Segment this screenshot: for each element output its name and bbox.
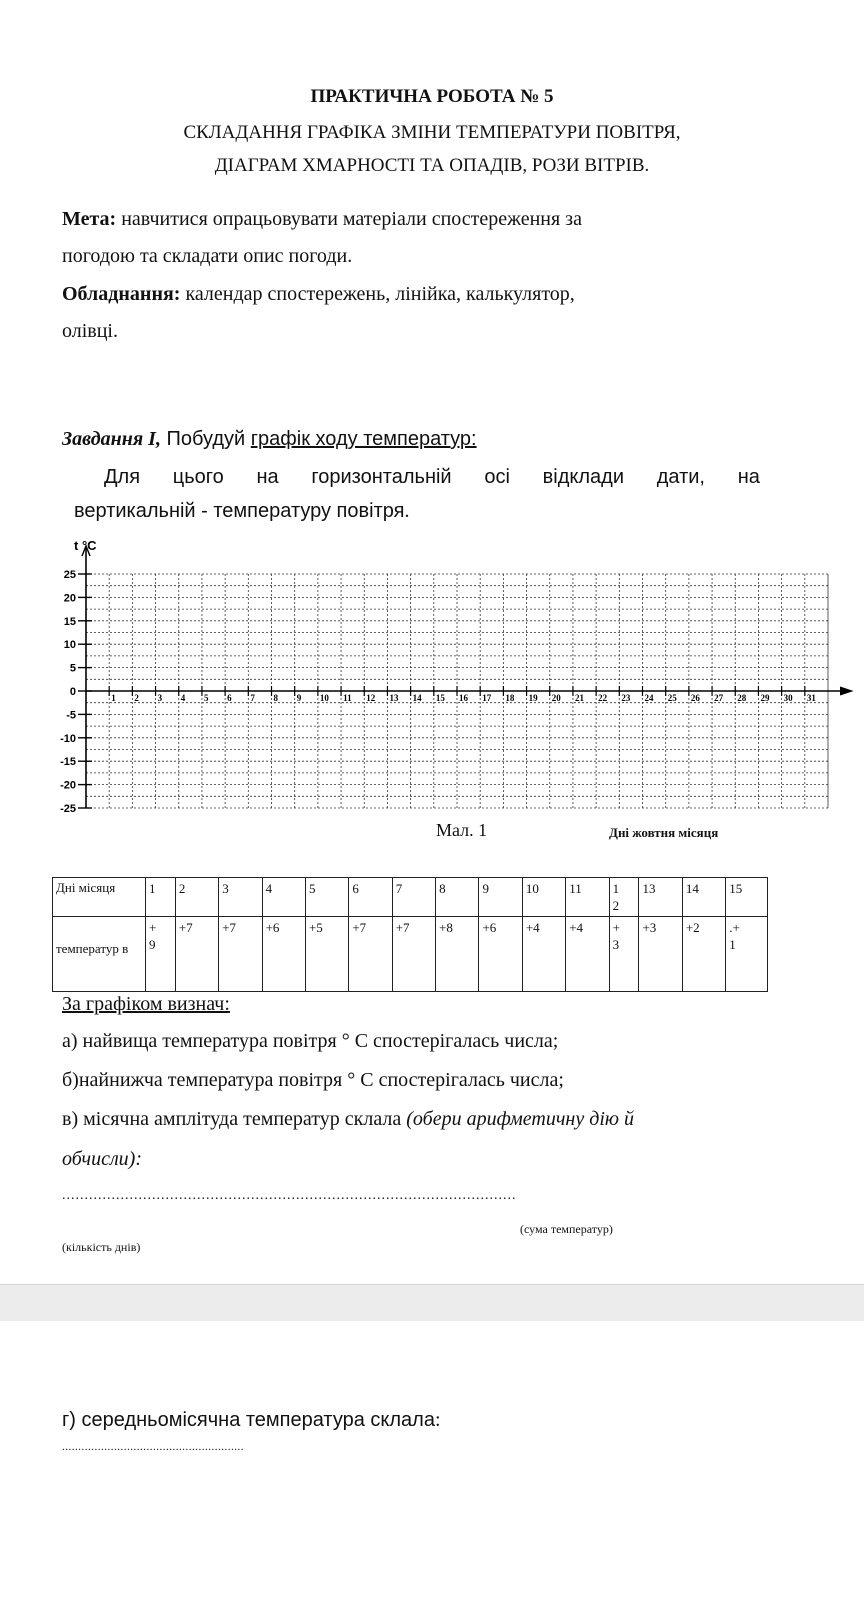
task-line1-word: на <box>737 466 760 488</box>
equipment-line-1 <box>62 283 575 306</box>
goal-line-2: погодою та складати опис погоди. <box>62 245 353 267</box>
task-heading <box>62 428 477 451</box>
x-tick-label: 4 <box>180 693 186 703</box>
table-cell-temperature: +4 <box>522 917 565 992</box>
x-tick-label: 30 <box>783 693 793 703</box>
sum-label: (сума температур) <box>520 1222 613 1236</box>
task-line1-word: відклади <box>542 466 625 488</box>
page-title: ПРАКТИЧНА РОБОТА № 5 <box>310 86 554 107</box>
x-tick-label: 14 <box>412 693 422 703</box>
table-cell-day: 14 <box>682 878 725 917</box>
equipment-line-2: олівці. <box>62 320 118 342</box>
table-cell-temperature: + 9 <box>146 917 176 992</box>
goal-line-1 <box>62 208 582 231</box>
y-tick-label: -15 <box>60 756 76 769</box>
question-c <box>62 1108 634 1131</box>
y-tick-label: 20 <box>63 592 76 605</box>
x-tick-label: 1 <box>111 693 116 703</box>
y-tick-label: -20 <box>60 779 76 792</box>
table-cell-temperature: +7 <box>349 917 392 992</box>
x-axis-caption: Дні жовтня місяця <box>609 825 719 840</box>
table-cell-temperature: +7 <box>175 917 218 992</box>
x-tick-label: 31 <box>806 693 816 703</box>
x-tick-label: 16 <box>459 693 468 703</box>
x-tick-label: 22 <box>598 693 608 703</box>
table-cell-temperature: +7 <box>392 917 435 992</box>
x-tick-label: 12 <box>366 693 376 703</box>
y-tick-label: -10 <box>60 732 76 745</box>
table-cell-day: 5 <box>305 878 348 917</box>
task-instruction-line-1 <box>104 466 760 489</box>
table-cell-temperature: + 3 <box>609 917 639 992</box>
x-tick-label: 11 <box>343 693 352 703</box>
table-cell-temperature: .+ 1 <box>726 917 768 992</box>
x-tick-label: 6 <box>227 693 232 703</box>
answer-dotted-line-2: ........................................................ <box>62 1441 244 1453</box>
task-text: Побудуй <box>160 428 251 450</box>
task-line1-word: горизонтальній <box>311 466 452 488</box>
y-tick-label: -25 <box>60 803 76 815</box>
question-b-text: найнижча температура повітря ° С спостерігалась числа; <box>78 1069 564 1091</box>
question-d-colon: : <box>434 1409 441 1431</box>
days-count-label: (кількість днів) <box>62 1240 141 1254</box>
row-label-temperatures: температур в <box>53 917 146 992</box>
y-tick-label: 0 <box>69 686 76 698</box>
x-tick-label: 21 <box>574 693 584 703</box>
x-axis-arrow <box>840 687 852 695</box>
table-cell-temperature: +2 <box>682 917 725 992</box>
question-c-prefix: в) <box>62 1108 84 1130</box>
subtitle-line-1: СКЛАДАННЯ ГРАФІКА ЗМІНИ ТЕМПЕРАТУРИ ПОВІТРЯ, <box>183 122 681 143</box>
x-tick-label: 27 <box>714 693 724 703</box>
table-cell-temperature: +3 <box>639 917 682 992</box>
row-label-days: Дні місяця <box>53 878 146 917</box>
x-tick-label: 23 <box>621 693 631 703</box>
task-instruction-line-2 <box>74 500 409 523</box>
x-tick-label: 8 <box>273 693 278 703</box>
table-cell-temperature: +5 <box>305 917 348 992</box>
table-cell-day: 4 <box>262 878 305 917</box>
table-cell-day: 11 <box>566 878 609 917</box>
subtitle-line-2: ДІАГРАМ ХМАРНОСТІ ТА ОПАДІВ, РОЗИ ВІТРІВ. <box>214 155 650 176</box>
goal-label: Мета: <box>62 208 117 230</box>
question-c-text: місячна амплітуда температур склала <box>83 1108 407 1130</box>
table-row-days <box>53 878 768 917</box>
table-cell-day: 7 <box>392 878 435 917</box>
y-axis-label: t °C <box>74 540 97 553</box>
x-tick-label: 29 <box>760 693 770 703</box>
question-c-italic-2: обчисли): <box>62 1148 142 1170</box>
table-cell-day: 8 <box>436 878 479 917</box>
x-tick-label: 5 <box>203 693 209 703</box>
figure-caption: Мал. 1 <box>436 820 488 840</box>
table-cell-day: 9 <box>479 878 522 917</box>
y-tick-label: 25 <box>63 569 76 581</box>
task-line2-text: вертикальній - температуру повітря <box>74 500 405 522</box>
x-tick-label: 15 <box>435 693 445 703</box>
x-tick-label: 10 <box>319 693 329 703</box>
x-tick-label: 9 <box>296 693 302 703</box>
questions-heading: За графіком визнач: <box>62 993 230 1015</box>
task-line1-word: цього <box>172 466 224 488</box>
page-separator <box>0 1284 864 1322</box>
y-tick-label: 5 <box>69 662 76 675</box>
question-a-prefix: а) <box>62 1030 83 1052</box>
table-cell-temperature: +6 <box>262 917 305 992</box>
question-a-text: найвища температура повітря ° С спостерігалась числа; <box>82 1030 559 1052</box>
question-a <box>62 1030 558 1053</box>
question-d <box>62 1409 441 1432</box>
task-line2-end: . <box>404 500 410 522</box>
question-d-text: г) середньомісячна температура склала <box>62 1409 435 1431</box>
y-tick-label: 10 <box>63 639 76 652</box>
x-tick-label: 24 <box>644 693 654 703</box>
table-cell-temperature: +6 <box>479 917 522 992</box>
task-label: Завдання І, <box>62 428 161 450</box>
x-tick-label: 13 <box>389 693 399 703</box>
x-tick-label: 2 <box>134 693 139 703</box>
temperature-table <box>52 877 768 992</box>
task-link: графік ходу температур: <box>250 428 477 450</box>
table-cell-day: 15 <box>726 878 768 917</box>
question-b-prefix: б) <box>62 1069 79 1091</box>
task-line1-word: на <box>256 466 279 488</box>
table-cell-day: 10 <box>522 878 565 917</box>
task-line1-word: осі <box>484 466 510 488</box>
x-tick-label: 18 <box>505 693 515 703</box>
table-cell-temperature: +7 <box>219 917 262 992</box>
goal-text-1: навчитися опрацьовувати матеріали спостереження за <box>116 208 582 230</box>
task-line1-word: Для <box>104 466 141 488</box>
x-tick-label: 26 <box>690 693 700 703</box>
x-tick-label: 7 <box>250 693 255 703</box>
y-tick-label: -5 <box>66 709 76 722</box>
table-cell-day: 1 2 <box>609 878 639 917</box>
table-cell-day: 13 <box>639 878 682 917</box>
temperature-chart <box>58 540 858 822</box>
table-cell-day: 1 <box>146 878 176 917</box>
task-line1-word: дати, <box>656 466 705 488</box>
y-tick-label: 15 <box>63 615 76 628</box>
x-tick-label: 19 <box>528 693 538 703</box>
table-cell-day: 3 <box>219 878 262 917</box>
document-page-2 <box>0 1321 864 1620</box>
table-row-temperatures <box>53 917 768 992</box>
x-tick-label: 28 <box>737 693 747 703</box>
x-tick-label: 20 <box>551 693 561 703</box>
equipment-label: Обладнання: <box>62 283 181 305</box>
answer-dotted-line: ..................................................................................................... <box>62 1188 517 1203</box>
x-tick-label: 25 <box>667 693 677 703</box>
table-cell-day: 6 <box>349 878 392 917</box>
question-c-italic-1: (обери арифметичну дію й <box>406 1108 634 1130</box>
table-cell-temperature: +4 <box>566 917 609 992</box>
x-tick-label: 3 <box>157 693 163 703</box>
question-b <box>62 1069 564 1092</box>
x-tick-label: 17 <box>482 693 492 703</box>
table-cell-temperature: +8 <box>436 917 479 992</box>
equipment-text-1: календар спостережень, лінійка, калькулятор, <box>180 283 575 305</box>
table-cell-day: 2 <box>175 878 218 917</box>
